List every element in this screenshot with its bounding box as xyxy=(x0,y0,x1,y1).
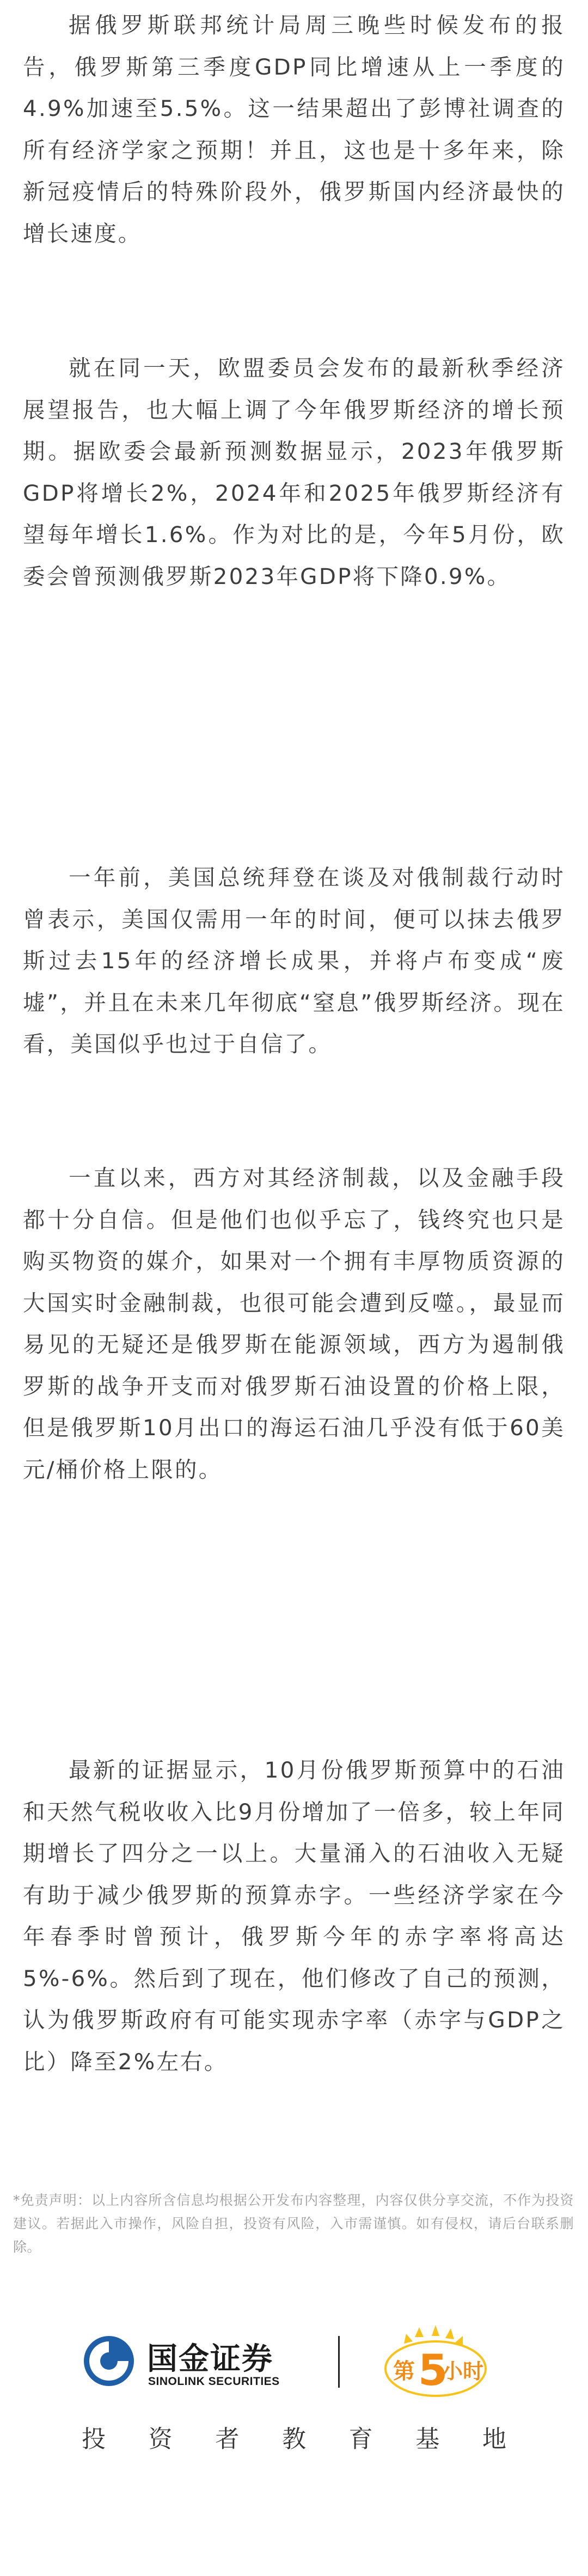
tagline-char: 育 xyxy=(348,2425,373,2453)
logo-divider xyxy=(338,2336,340,2388)
paragraph: 就在同一天，欧盟委员会发布的最新秋季经济展望报告，也大幅上调了今年俄罗斯经济的增长预期。据欧委会最新预测数据显示，2023年俄罗斯GDP将增长2%，2024年和2025年俄罗斯经济有望每年增长1.6%。作为对比的是，今年5月份，欧委会曾预测俄罗斯2023年GDP将下降0.9%。 xyxy=(23,355,565,589)
footer xyxy=(0,2324,588,2466)
tagline-char: 基 xyxy=(415,2425,440,2453)
tagline-char: 资 xyxy=(148,2425,173,2453)
disclaimer-text: *免责声明：以上内容所含信息均根据公开发布内容整理，内容仅供分享交流，不作为投资建议。若据此入市操作，风险自担，投资有风险，入市需谨慎。如有侵权，请后台联系删除。 xyxy=(13,2192,574,2255)
tagline xyxy=(82,2419,506,2454)
sinolink-logo-icon xyxy=(82,2334,136,2388)
paragraph: 一直以来，西方对其经济制裁，以及金融手段都十分自信。但是他们也似乎忘了，钱终究也只是购买物资的媒介，如果对一个拥有丰厚物质资源的大国实时金融制裁，也很可能会遭到反噬。，最显而易见的无疑还是俄罗斯在能源领域，西方为遏制俄罗斯的战争开支而对俄罗斯石油设置的价格上限，但是俄罗斯10月出口的海运石油几乎没有低于60美元/桶价格上限的。 xyxy=(23,1165,565,1483)
badge-text-five: 5 xyxy=(418,2346,448,2395)
tagline-char: 投 xyxy=(82,2425,106,2453)
paragraph: 最新的证据显示，10月份俄罗斯预算中的石油和天然气税收收入比9月份增加了一倍多，较上年同期增长了四分之一以上。大量涌入的石油收入无疑有助于减少俄罗斯的预算赤字。一些经济学家在今年春季时曾预计，俄罗斯今年的赤字率将高达5%-6%。然后到了现在，他们修改了自己的预测，认为俄罗斯政府有可能实现赤字率（赤字与GDP之比）降至2%左右。 xyxy=(23,1757,565,2075)
brand-name-en: SINOLINK SECURITIES xyxy=(148,2375,280,2388)
tagline-char: 地 xyxy=(482,2425,506,2453)
paragraph: 一年前，美国总统拜登在谈及对俄制裁行动时曾表示，美国仅需用一年的时间，便可以抹去俄罗斯过去15年的经济增长成果，并将卢布变成“废墟”，并且在未来几年彻底“窒息”俄罗斯经济。现在看，美国似乎也过于自信了。 xyxy=(23,864,565,1057)
badge-text-hour: 小时 xyxy=(442,2359,484,2383)
tagline-char: 者 xyxy=(215,2425,240,2453)
paragraph: 据俄罗斯联邦统计局周三晚些时候发布的报告，俄罗斯第三季度GDP同比增速从上一季度的4.9%加速至5.5%。这一结果超出了彭博社调查的所有经济学家之预期！并且，这也是十多年来，除新冠疫情后的特殊阶段外，俄罗斯国内经济最快的增长速度。 xyxy=(23,12,565,247)
brand-name-cn: 国金证券 xyxy=(147,2341,273,2377)
tagline-char: 教 xyxy=(281,2425,306,2453)
fifth-hour-badge-logo xyxy=(354,2324,517,2400)
badge-text-di: 第 xyxy=(393,2359,415,2384)
